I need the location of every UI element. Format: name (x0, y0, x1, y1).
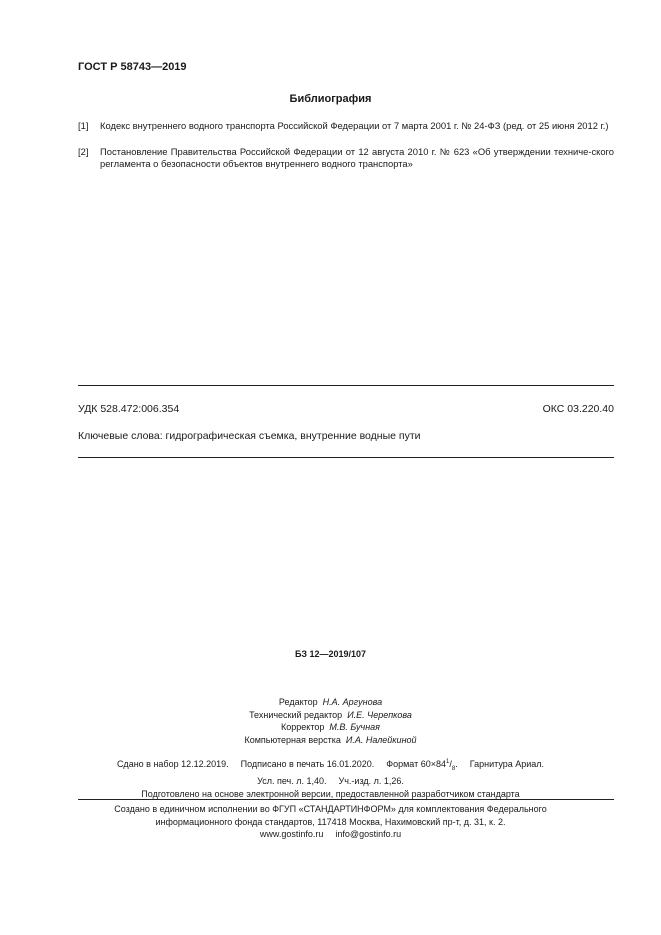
corrector-line (0, 721, 661, 734)
editor-line (0, 696, 661, 709)
editor-name: Н.А. Аргунова (322, 697, 383, 707)
footer (0, 803, 661, 841)
font-info: Гарнитура Ариал. (469, 759, 545, 769)
bibliography-item (78, 120, 614, 132)
publication-info (0, 756, 661, 800)
layout-label: Компьютерная верстка (244, 734, 341, 745)
standard-code: ГОСТ Р 58743—2019 (78, 61, 187, 73)
paper-format: Формат $60\times 84^1/_8$. (386, 759, 458, 772)
footer-line-2: информационного фонда стандартов, 117418 Москва, Нахимовский пр-т, д. 31, к. 2. (155, 816, 506, 827)
divider (78, 457, 614, 458)
footer-contacts (0, 828, 661, 841)
website-link[interactable]: www.gostinfo.ru (259, 829, 324, 839)
tech-editor-line (0, 709, 661, 722)
prepared-note: Подготовлено на основе электронной версии, предоставленной разработчиком стандарта (141, 788, 520, 799)
publication-line-2 (0, 775, 661, 788)
layout-name: И.А. Налейкиной (345, 734, 417, 745)
layout-line (0, 734, 661, 747)
bibliography-title: Библиография (289, 93, 372, 105)
divider (78, 385, 614, 386)
typeset-date: Сдано в набор 12.12.2019. (116, 759, 229, 769)
bibliography-item-text: Кодекс внутреннего водного транспорта Российской Федерации от 7 марта 2001 г. № 24-ФЗ (ред. от 25 июня 2012 г.) (100, 120, 609, 131)
corrector-label: Корректор (281, 722, 325, 732)
publication-line-1 (0, 756, 661, 775)
bibliography-item (78, 146, 614, 169)
tech-editor-label: Технический редактор (249, 709, 343, 720)
editor-label: Редактор (278, 697, 318, 707)
keywords: Ключевые слова: гидрографическая съемка, внутренние водные пути (78, 430, 421, 442)
bibliography-item-number: [1] (78, 120, 89, 131)
print-sheets: Усл. печ. л. 1,40. (257, 776, 327, 787)
signed-date: Подписано в печать 16.01.2020. (240, 759, 375, 769)
email-link[interactable]: info@gostinfo.ru (335, 829, 402, 839)
pub-sheets: Уч.-изд. л. 1,26. (338, 776, 404, 787)
bibliography-item-number: [2] (78, 146, 89, 157)
bibliography-item-text: Постановление Правительства Российской Федерации от 12 августа 2010 г. № 623 «Об утверждении техниче-ского регламента о безопасности объектов внутреннего водного транспорта» (100, 146, 614, 169)
oks-code: ОКС 03.220.40 (542, 403, 614, 415)
footer-line-1: Создано в единичном исполнении во ФГУП «СТАНДАРТИНФОРМ» для комплектования Федерального (114, 804, 547, 814)
divider (78, 799, 614, 800)
tech-editor-name: И.Е. Черепкова (347, 709, 412, 720)
corrector-name: М.В. Бучная (329, 722, 380, 732)
bz-number: БЗ 12—2019/107 (294, 649, 367, 659)
udc-code: УДК 528.472:006.354 (78, 403, 180, 415)
staff-credits (0, 696, 661, 746)
